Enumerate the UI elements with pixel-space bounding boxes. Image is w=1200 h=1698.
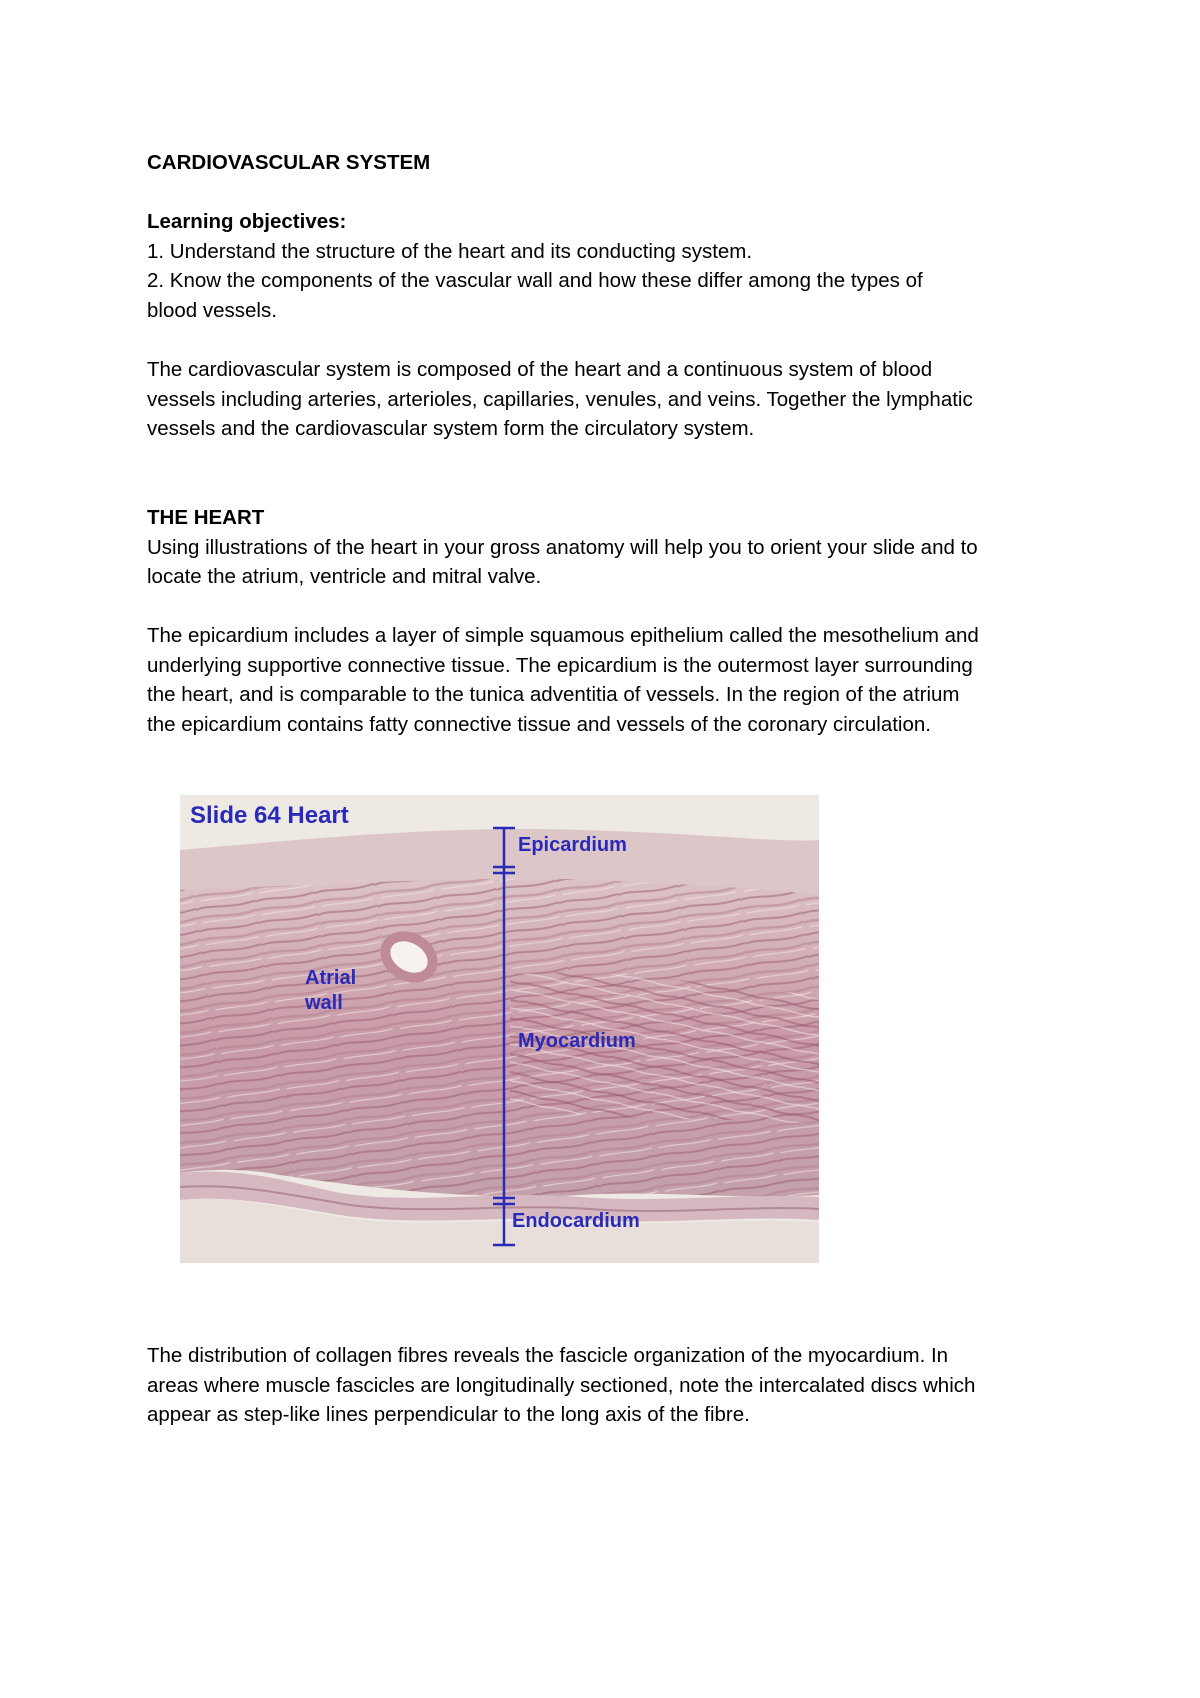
heart-para1-line-1: Using illustrations of the heart in your gross anatomy will help you to orient your slide and to [147, 535, 978, 559]
heart-histology-figure [180, 795, 819, 1263]
heart-para2-line-1: The epicardium includes a layer of simple squamous epithelium called the mesothelium and [147, 624, 979, 647]
heart-para1-line-2: locate the atrium, ventricle and mitral valve. [147, 565, 542, 588]
intro-line-3: vessels and the cardiovascular system form the circulatory system. [147, 417, 755, 440]
heart-para2-line-3: the heart, and is comparable to the tunica adventitia of vessels. In the region of the atrium [147, 683, 960, 706]
heart-heading: THE HEART [147, 506, 265, 529]
epicardium-paragraph [147, 621, 1065, 739]
histology-image [180, 795, 819, 1263]
closing-paragraph [147, 1341, 1065, 1430]
objective-item-1: 1. Understand the structure of the heart and its conducting system. [147, 239, 753, 263]
intro-line-1: The cardiovascular system is composed of the heart and a continuous system of blood [147, 358, 933, 381]
learning-objectives [147, 207, 1065, 325]
heart-section [147, 503, 1065, 592]
objective-item-2-cont: blood vessels. [147, 298, 277, 322]
objectives-heading: Learning objectives: [147, 210, 347, 233]
closing-line-2: areas where muscle fascicles are longitudinally sectioned, note the intercalated discs which [147, 1373, 976, 1397]
label-myocardium: Myocardium [518, 1030, 636, 1052]
heart-para2-line-4: the epicardium contains fatty connective tissue and vessels of the coronary circulation. [147, 712, 931, 736]
label-wall: wall [305, 992, 343, 1014]
intro-paragraph [147, 355, 1065, 444]
page-title: CARDIOVASCULAR SYSTEM [147, 151, 431, 174]
heart-para2-line-2: underlying supportive connective tissue. The epicardium is the outermost layer surrounding [147, 653, 973, 677]
label-endocardium: Endocardium [512, 1210, 640, 1232]
intro-line-2: vessels including arteries, arterioles, capillaries, venules, and veins. Together the lymphatic [147, 387, 973, 411]
slide-title: Slide 64 Heart [190, 802, 349, 829]
label-atrial: Atrial [305, 967, 357, 989]
closing-line-3: appear as step-like lines perpendicular to the long axis of the fibre. [147, 1403, 750, 1426]
closing-line-1: The distribution of collagen fibres reveals the fascicle organization of the myocardium. In [147, 1344, 949, 1367]
label-epicardium: Epicardium [518, 834, 627, 856]
objective-item-2: 2. Know the components of the vascular wall and how these differ among the types of [147, 269, 923, 292]
